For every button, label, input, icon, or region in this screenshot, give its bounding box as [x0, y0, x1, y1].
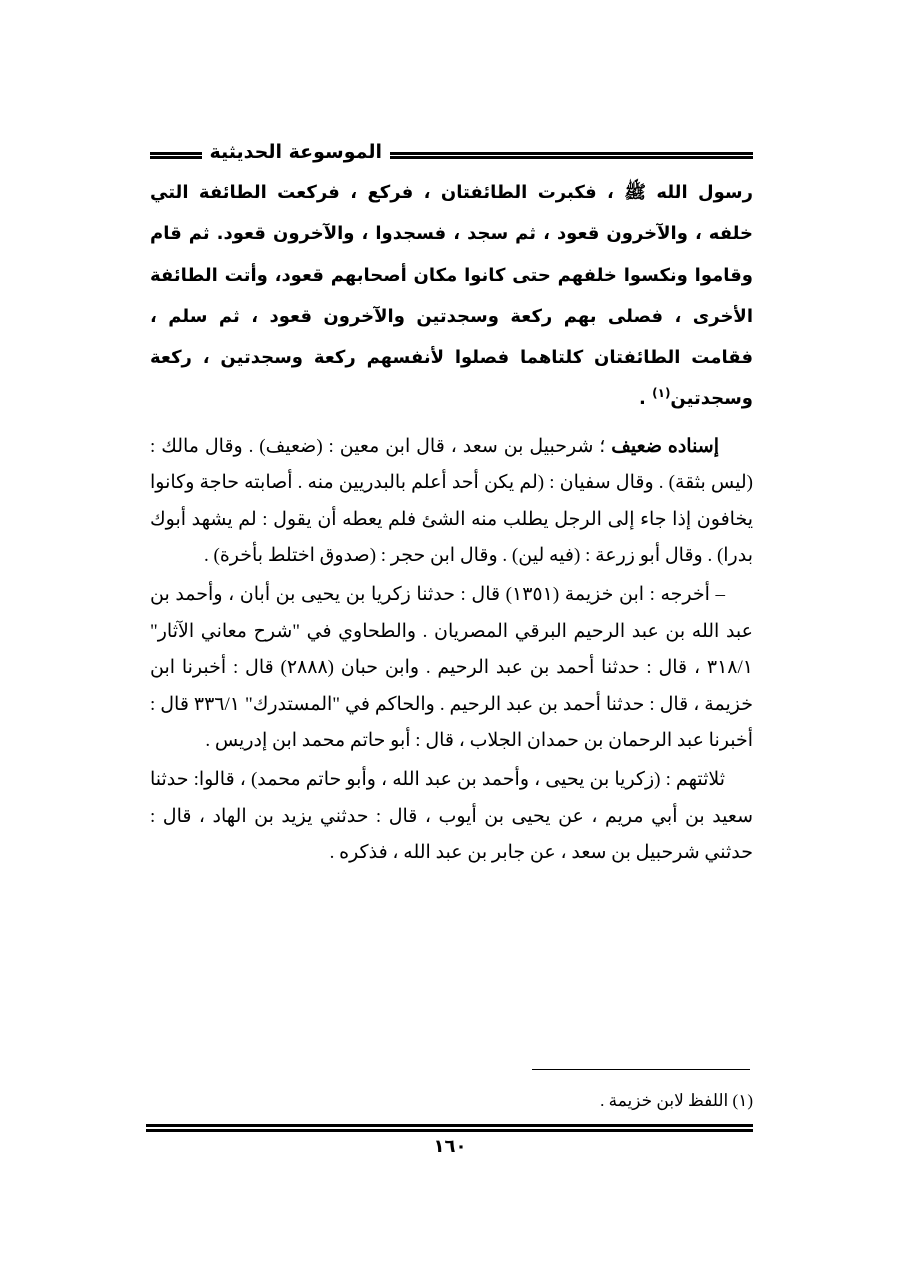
running-header — [145, 138, 755, 174]
hadith-text — [150, 172, 753, 420]
isnad-paragraph — [150, 429, 753, 575]
isnad-lead: إسناده ضعيف — [611, 435, 719, 457]
isnad-text: ؛ شرحبيل بن سعد ، قال ابن معين : (ضعيف) . وقال مالك : (ليس بثقة) . وقال سفيان : (لم يكن أحد أعلم بالبدريين منه . أصابته حاجة وكانوا يخافون إذا جاء إلى الرجل يطلب منه الشئ فلم يعطه أن يقول : لم يشهد أبوك بدرا) . وقال أبو زرعة : (فيه لين) . وقال ابن حجر : (صدوق اختلط بأخرة) . — [150, 435, 753, 566]
footer-rule — [146, 1124, 753, 1132]
footnote-reference: (١) — [652, 386, 671, 401]
hadith-body: رسول الله ﷺ ، فكبرت الطائفتان ، فركع ، فركعت الطائفة التي خلفه ، والآخرون قعود ، ثم سجد ، فسجدوا ، والآخرون قعود. ثم قام وقاموا ونكسوا خلفهم حتى كانوا مكان أصحابهم قعود، وأتت الطائفة الأخرى ، فصلى بهم ركعة وسجدتين والآخرون قعود ، ثم سلم ، فقامت الطائفتان كلتاهما فصلوا لأنفسهم ركعة وسجدتين ، ركعة وسجدتين — [150, 182, 753, 410]
takhrij-paragraph: – أخرجه : ابن خزيمة (١٣٥١) قال : حدثنا زكريا بن يحيى بن أبان ، وأحمد بن عبد الله بن عبد الرحيم البرقي المصريان . والطحاوي في "شرح معاني الآثار" ٣١٨/١ ، قال : حدثنا أحمد بن عبد الرحيم . وابن حبان (٢٨٨٨) قال : أخبرنا ابن خزيمة ، قال : حدثنا أحمد بن عبد الرحيم . والحاكم في "المستدرك" ٣٣٦/١ قال : أخبرنا عبد الرحمان بن حمدان الجلاب ، قال : أبو حاتم محمد ابن إدريس . — [150, 584, 753, 752]
header-rule-right — [390, 152, 753, 159]
header-title: الموسوعة الحديثية — [209, 141, 382, 163]
page-number: ١٦٠ — [433, 1136, 467, 1157]
chain-paragraph: ثلاثتهم : (زكريا بن يحيى ، وأحمد بن عبد الله ، وأبو حاتم محمد) ، قالوا: حدثنا سعيد بن أبي مريم ، عن يحيى بن أيوب ، قال : حدثني يزيد بن الهاد ، قال : حدثني شرحبيل بن سعد ، عن جابر بن عبد الله ، فذكره . — [150, 769, 753, 864]
hadith-end: . — [639, 388, 653, 410]
header-rule-left — [150, 152, 202, 159]
footnote-separator — [532, 1069, 750, 1070]
main-text — [150, 172, 753, 872]
footnote: (١) اللفظ لابن خزيمة . — [600, 1091, 753, 1110]
